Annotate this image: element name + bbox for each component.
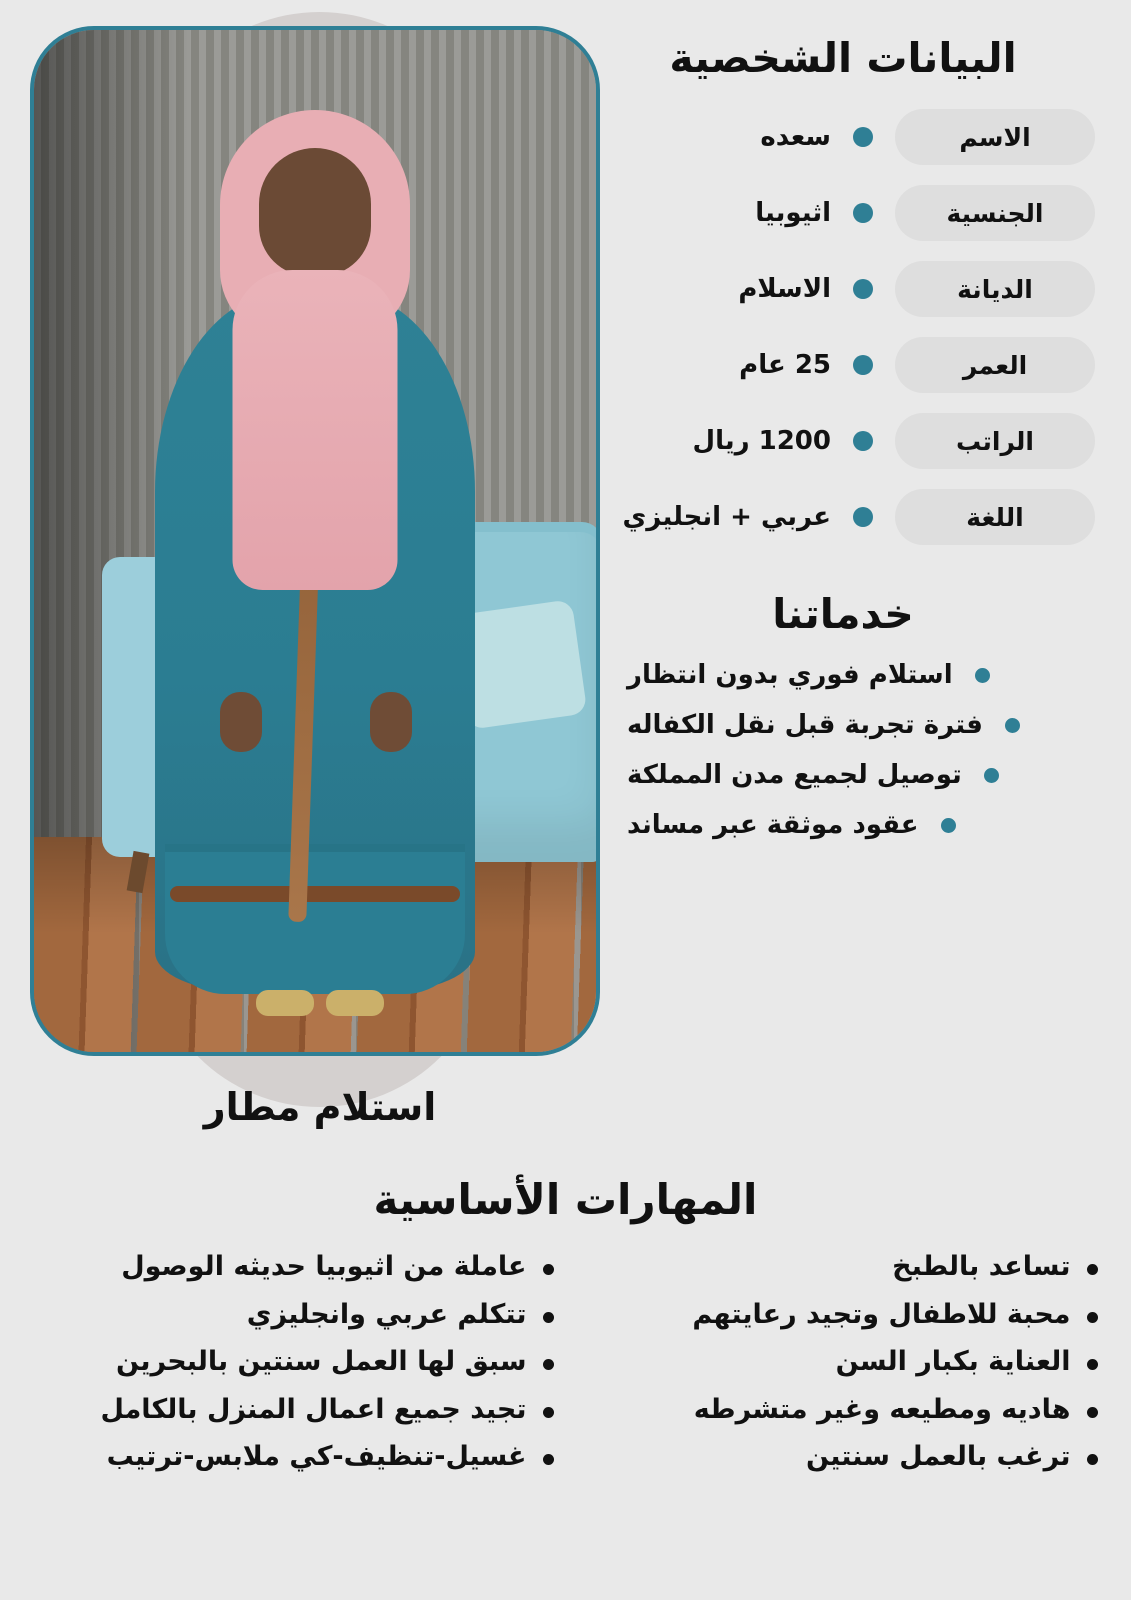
- info-row: [573, 108, 1113, 166]
- list-item: [34, 1393, 554, 1428]
- photo-hand-right: [370, 692, 412, 752]
- bullet-dot-icon: [941, 818, 956, 833]
- services-title: خدماتنا: [772, 590, 914, 638]
- skill-text: محبة للاطفال وتجيد رعايتهم: [692, 1298, 1071, 1330]
- bullet-dot-icon: [543, 1264, 554, 1275]
- bullet-dot-icon: [1087, 1312, 1098, 1323]
- bullet-dot-icon: [853, 507, 873, 527]
- bullet-dot-icon: [543, 1359, 554, 1370]
- bullet-dot-icon: [853, 203, 873, 223]
- bullet-dot-icon: [1087, 1359, 1098, 1370]
- list-item: [34, 1345, 554, 1380]
- info-value-age: 25 عام: [739, 350, 831, 380]
- bullet-dot-icon: [543, 1312, 554, 1323]
- photo-dress-trim: [170, 886, 460, 902]
- bullet-dot-icon: [1087, 1454, 1098, 1465]
- bullet-dot-icon: [543, 1407, 554, 1418]
- skill-text: عاملة من اثيوبيا حديثه الوصول: [121, 1251, 527, 1282]
- list-item: [573, 760, 1103, 790]
- skill-text: العناية بكبار السن: [835, 1346, 1071, 1378]
- list-item: [578, 1298, 1098, 1333]
- list-item: [578, 1440, 1098, 1475]
- services-list: [573, 660, 1113, 840]
- bullet-dot-icon: [984, 768, 999, 783]
- info-row: [573, 412, 1113, 470]
- bullet-dot-icon: [1087, 1264, 1098, 1275]
- bullet-dot-icon: [853, 127, 873, 147]
- info-value-salary: 1200 ريال: [692, 426, 831, 456]
- info-label-nationality: الجنسية: [895, 185, 1095, 241]
- bullet-dot-icon: [543, 1454, 554, 1465]
- skill-text: تساعد بالطبخ: [892, 1251, 1071, 1282]
- skill-text: ترغب بالعمل سنتين: [805, 1441, 1071, 1473]
- skill-text: هاديه ومطيعه وغير متشرطه: [693, 1393, 1071, 1425]
- list-item: [34, 1298, 554, 1333]
- service-text: استلام فوري بدون انتظار: [627, 660, 953, 690]
- skills-section: [0, 1175, 1131, 1475]
- info-row: [573, 488, 1113, 546]
- list-item: [578, 1345, 1098, 1380]
- list-item: [578, 1393, 1098, 1428]
- info-label-language: اللغة: [895, 489, 1095, 545]
- list-item: [573, 710, 1103, 740]
- photo-face: [259, 148, 371, 276]
- skills-left-column: [578, 1250, 1098, 1475]
- info-label-name: الاسم: [895, 109, 1095, 165]
- skill-text: تجيد جميع اعمال المنزل بالكامل: [100, 1393, 527, 1425]
- info-label-age: العمر: [895, 337, 1095, 393]
- info-value-nationality: اثيوبيا: [755, 198, 831, 228]
- worker-photo: [30, 26, 600, 1056]
- info-row: [573, 336, 1113, 394]
- list-item: [34, 1250, 554, 1285]
- service-text: عقود موثقة عبر مساند: [627, 810, 919, 840]
- photo-shoe-left: [256, 990, 314, 1016]
- info-label-salary: الراتب: [895, 413, 1095, 469]
- info-value-name: سعده: [760, 122, 831, 152]
- skill-text: غسيل-تنظيف-كي ملابس-ترتيب: [106, 1441, 527, 1473]
- list-item: [573, 810, 1103, 840]
- skills-title: المهارات الأساسية: [373, 1175, 758, 1224]
- bullet-dot-icon: [853, 355, 873, 375]
- bullet-dot-icon: [1087, 1407, 1098, 1418]
- personal-data-rows: [573, 108, 1113, 546]
- photo-hand-left: [220, 692, 262, 752]
- photo-shoe-right: [326, 990, 384, 1016]
- info-label-religion: الديانة: [895, 261, 1095, 317]
- service-text: توصيل لجميع مدن المملكة: [627, 760, 962, 790]
- photo-scarf: [233, 270, 398, 590]
- service-text: فترة تجربة قبل نقل الكفاله: [627, 710, 983, 740]
- info-value-religion: الاسلام: [738, 274, 831, 304]
- list-item: [578, 1250, 1098, 1285]
- skills-right-column: [34, 1250, 554, 1475]
- personal-data-column: [573, 34, 1113, 840]
- photo-dress-hem: [165, 844, 465, 994]
- info-value-language: عربي + انجليزي: [622, 502, 831, 532]
- skills-columns: [0, 1250, 1131, 1475]
- photo-caption: استلام مطار: [203, 1085, 437, 1129]
- info-row: [573, 184, 1113, 242]
- list-item: [573, 660, 1103, 690]
- personal-data-title: البيانات الشخصية: [669, 34, 1017, 82]
- list-item: [34, 1440, 554, 1475]
- bullet-dot-icon: [975, 668, 990, 683]
- photo-area: [30, 12, 610, 1122]
- bullet-dot-icon: [1005, 718, 1020, 733]
- skill-text: تتكلم عربي وانجليزي: [246, 1298, 527, 1330]
- skill-text: سبق لها العمل سنتين بالبحرين: [116, 1346, 527, 1378]
- info-row: [573, 260, 1113, 318]
- bullet-dot-icon: [853, 431, 873, 451]
- bullet-dot-icon: [853, 279, 873, 299]
